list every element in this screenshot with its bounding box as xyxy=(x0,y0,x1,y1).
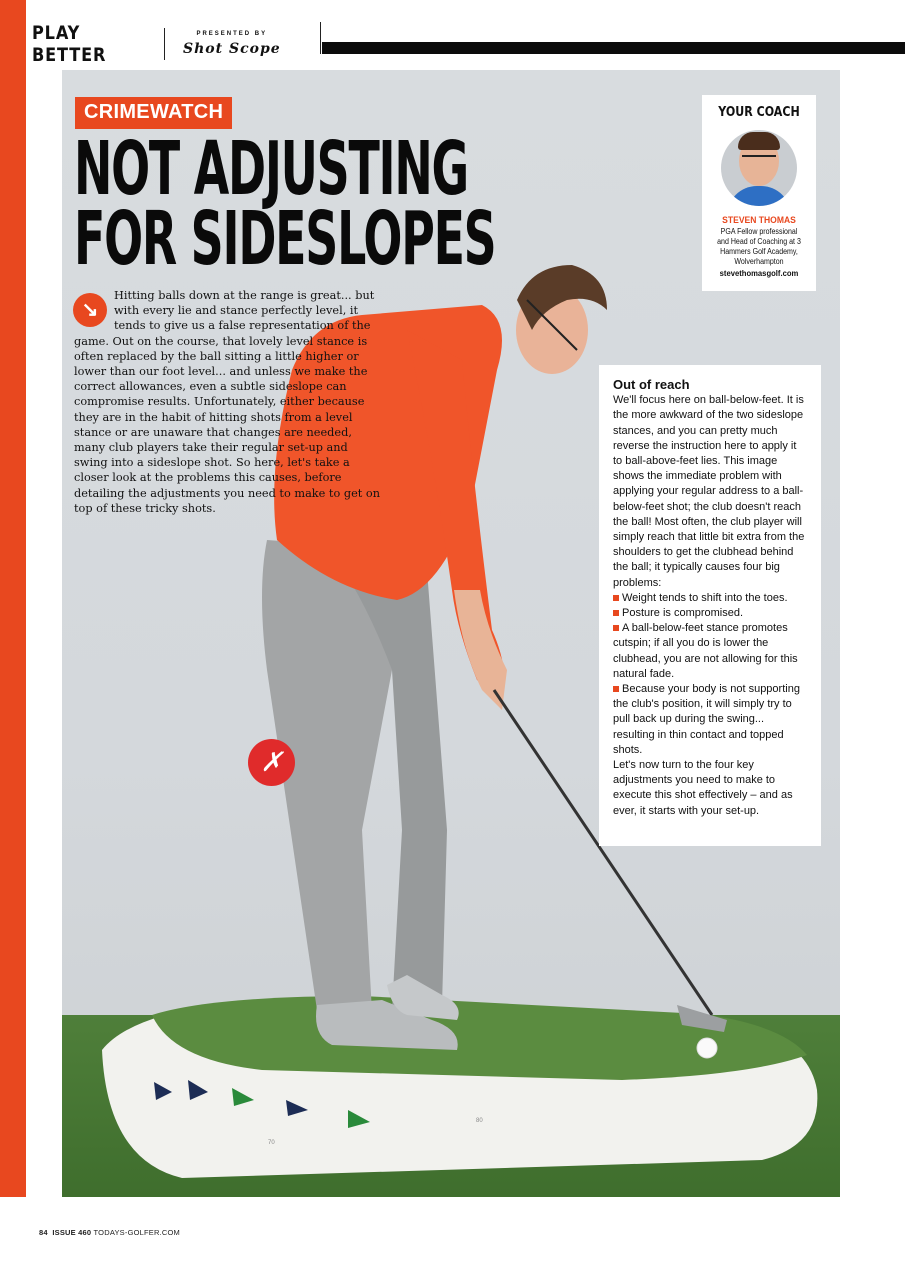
coach-avatar-hair xyxy=(738,132,780,150)
coach-website-link[interactable]: stevethomasgolf.com xyxy=(719,268,799,278)
list-item xyxy=(613,621,808,682)
site-url: TODAYS-GOLFER.COM xyxy=(93,1228,180,1237)
header-divider-right xyxy=(320,22,321,54)
section-title: PLAY BETTER xyxy=(32,22,107,66)
golf-ball xyxy=(697,1038,717,1058)
header-divider xyxy=(164,28,165,60)
problem-text: Posture is compromised. xyxy=(622,607,744,620)
article-headline xyxy=(74,126,496,282)
coach-avatar-shirt xyxy=(727,186,791,206)
coach-avatar-glasses xyxy=(742,155,776,165)
mat-label-70: 70 xyxy=(268,1140,275,1146)
list-item xyxy=(613,591,808,606)
problem-text: A ball-below-feet stance promotes cutspin; if all you do is lower the clubhead, you are not allowing for this natural fade. xyxy=(613,622,798,680)
sponsor-logo: Shot Scope xyxy=(183,41,281,57)
page-header xyxy=(26,22,281,66)
article-tag: CRIMEWATCH xyxy=(75,97,232,129)
cross-icon: ✗ xyxy=(248,739,295,786)
bullet-icon xyxy=(613,595,619,601)
presented-by-label: PRESENTED BY xyxy=(196,31,268,37)
header-rule xyxy=(322,42,905,54)
page-footer xyxy=(39,1228,180,1237)
problem-list xyxy=(613,591,808,758)
box-closing: Let's now turn to the four key adjustments you need to make to execute this shot effectively – and as ever, it starts with your set-up. xyxy=(613,759,793,817)
arrow-down-right-icon: ↘ xyxy=(73,293,107,327)
coach-name: STEVEN THOMAS xyxy=(722,215,796,226)
bullet-icon xyxy=(613,610,619,616)
problem-text: Weight tends to shift into the toes. xyxy=(622,591,788,604)
list-item xyxy=(613,682,808,758)
box-paragraph: We'll focus here on ball-below-feet. It is the more awkward of the two sideslope stances, and you can pretty much reverse the instruction here to apply it to ball-above-feet lies. This image shows the immediate problem with applying your regular address to a ball-below-feet shot; the club doesn't reach the ball! Most often, the club player will simply reach that little bit extra from the shoulders to get the clubhead behind the ball; it typically causes four big problems: xyxy=(613,394,805,589)
issue-number: ISSUE 460 xyxy=(52,1228,92,1237)
out-of-reach-box xyxy=(599,365,821,846)
page-number: 84 xyxy=(39,1228,48,1237)
coach-card xyxy=(702,95,816,291)
accent-side-bar xyxy=(0,0,26,1197)
article-intro: Hitting balls down at the range is great... but with every lie and stance perfectly level, it tends to give us a false representation of the game. Out on the course, that lovely level stance is often replaced by the ball sitting a little higher or lower than our foot level... and unless we make the correct allowances, even a subtle sideslope can compromise results. Unfortunately, either because they are in the habit of hitting shots from a level stance or are unaware that changes are needed, many club players take their regular set-up and swing into a sideslope shot. So here, let's take a closer look at the problems this causes, before detailing the adjustments you need to make to get on top of these tricky shots. xyxy=(74,289,380,515)
headline-line-1: NOT ADJUSTING xyxy=(74,126,468,212)
headline-line-2: FOR SIDESLOPES xyxy=(74,196,496,282)
bullet-icon xyxy=(613,686,619,692)
coach-description: PGA Fellow professional and Head of Coaching at 3 Hammers Golf Academy, Wolverhampton xyxy=(717,227,801,266)
list-item xyxy=(613,606,808,621)
coach-avatar xyxy=(721,130,797,206)
mat-label-80: 80 xyxy=(476,1118,483,1124)
bullet-icon xyxy=(613,625,619,631)
coach-card-title: YOUR COACH xyxy=(718,105,800,120)
problem-text: Because your body is not supporting the club's position, it will simply try to pull back up during the swing... resulting in thin contact and topped shots. xyxy=(613,683,800,756)
sponsor-block xyxy=(183,31,281,57)
box-title: Out of reach xyxy=(613,377,690,392)
